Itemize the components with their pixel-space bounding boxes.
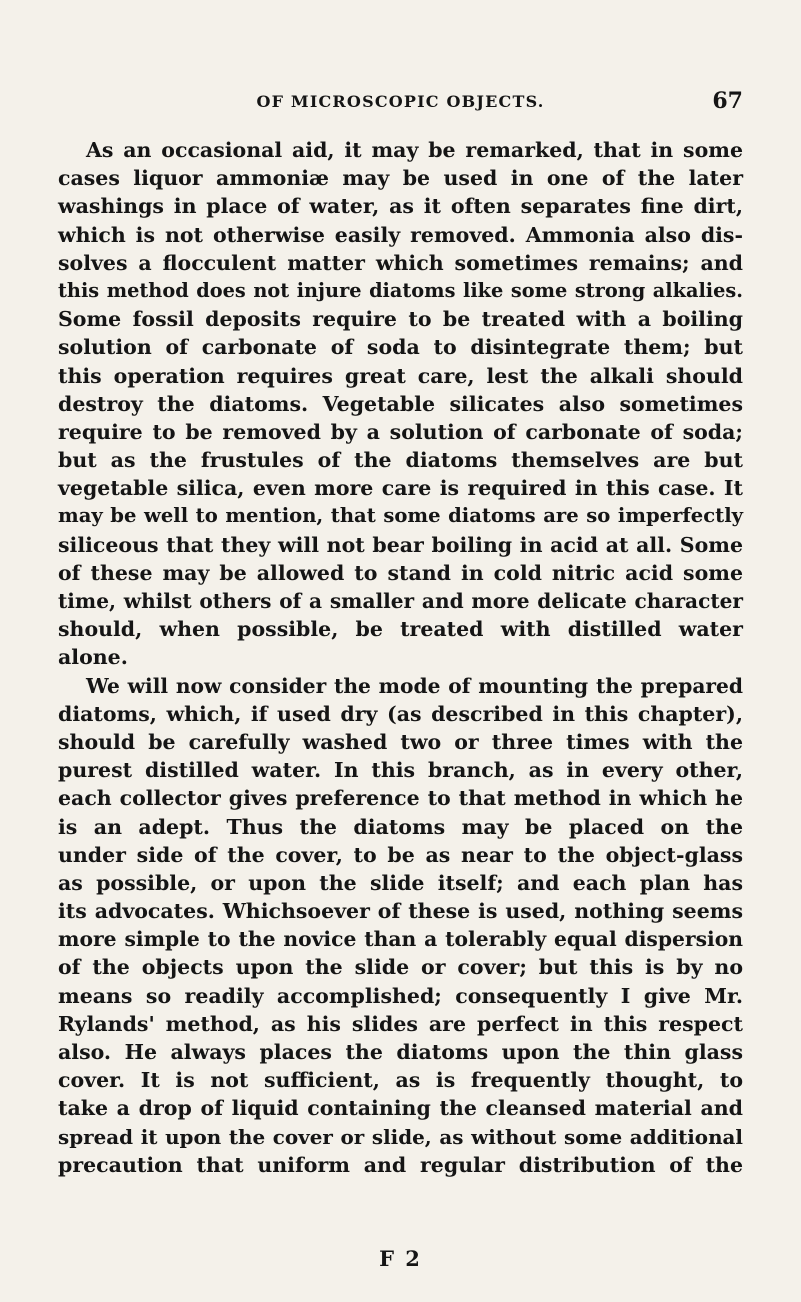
text-line: this operation requires great care, lest the alkali should: [58, 363, 743, 388]
page-number: 67: [712, 88, 743, 114]
text-line: may be well to mention, that some diatoms are so imperfectly: [58, 504, 743, 528]
text-line: should, when possible, be treated with distilled water: [58, 617, 743, 642]
text-line: Some fossil deposits require to be treated with a boiling: [58, 307, 743, 332]
text-line: of the objects upon the slide or cover; but this is by no: [58, 955, 743, 980]
text-line: diatoms, which, if used dry (as described in this chapter),: [58, 701, 743, 726]
text-line: destroy the diatoms. Vegetable silicates also sometimes: [58, 391, 743, 416]
body-text: [58, 136, 743, 1179]
running-title: OF MICROSCOPIC OBJECTS.: [256, 92, 545, 111]
text-line: precaution that uniform and regular distribution of the: [58, 1152, 743, 1177]
text-line: As an occasional aid, it may be remarked, that in some: [86, 138, 743, 162]
text-line: this method does not injure diatoms like some strong alkalies.: [58, 278, 743, 302]
text-line: but as the frustules of the diatoms themselves are but: [58, 448, 743, 473]
text-line: take a drop of liquid containing the cleansed material and: [58, 1096, 743, 1121]
text-line: washings in place of water, as it often separates fine dirt,: [58, 194, 743, 219]
running-head: [58, 88, 743, 116]
signature-mark: F 2: [379, 1246, 422, 1271]
text-line: time, whilst others of a smaller and more delicate character: [58, 589, 743, 613]
text-line: under side of the cover, to be as near to the object-glass: [58, 842, 743, 867]
text-line: Rylands' method, as his slides are perfect in this respect: [58, 1011, 743, 1036]
text-line: means so readily accomplished; consequently I give Mr.: [58, 983, 743, 1008]
text-line: more simple to the novice than a tolerably equal dispersion: [58, 927, 743, 952]
text-line: each collector gives preference to that method in which he: [58, 786, 743, 811]
text-line: We will now consider the mode of mounting the prepared: [86, 673, 743, 698]
text-line: spread it upon the cover or slide, as without some additional: [58, 1124, 743, 1149]
text-line: solution of carbonate of soda to disintegrate them; but: [58, 335, 743, 360]
text-line: cases liquor ammoniæ may be used in one of the later: [58, 166, 743, 191]
text-line: cover. It is not sufficient, as is frequently thought, to: [58, 1068, 743, 1093]
text-line: as possible, or upon the slide itself; and each plan has: [58, 870, 743, 895]
text-line: alone.: [58, 645, 128, 670]
text-line: purest distilled water. In this branch, as in every other,: [58, 758, 743, 783]
text-line: of these may be allowed to stand in cold nitric acid some: [58, 560, 743, 585]
text-line: which is not otherwise easily removed. Ammonia also dis-: [58, 222, 743, 247]
text-line: its advocates. Whichsoever of these is used, nothing seems: [58, 899, 743, 924]
text-line: also. He always places the diatoms upon the thin glass: [58, 1040, 743, 1064]
text-line: solves a flocculent matter which sometimes remains; and: [58, 250, 743, 275]
text-line: siliceous that they will not bear boiling in acid at all. Some: [58, 532, 743, 557]
text-line: should be carefully washed two or three times with the: [58, 729, 743, 754]
text-line: require to be removed by a solution of carbonate of soda;: [58, 419, 743, 444]
text-line: is an adept. Thus the diatoms may be placed on the: [58, 814, 743, 839]
text-line: vegetable silica, even more care is required in this case. It: [58, 476, 743, 501]
